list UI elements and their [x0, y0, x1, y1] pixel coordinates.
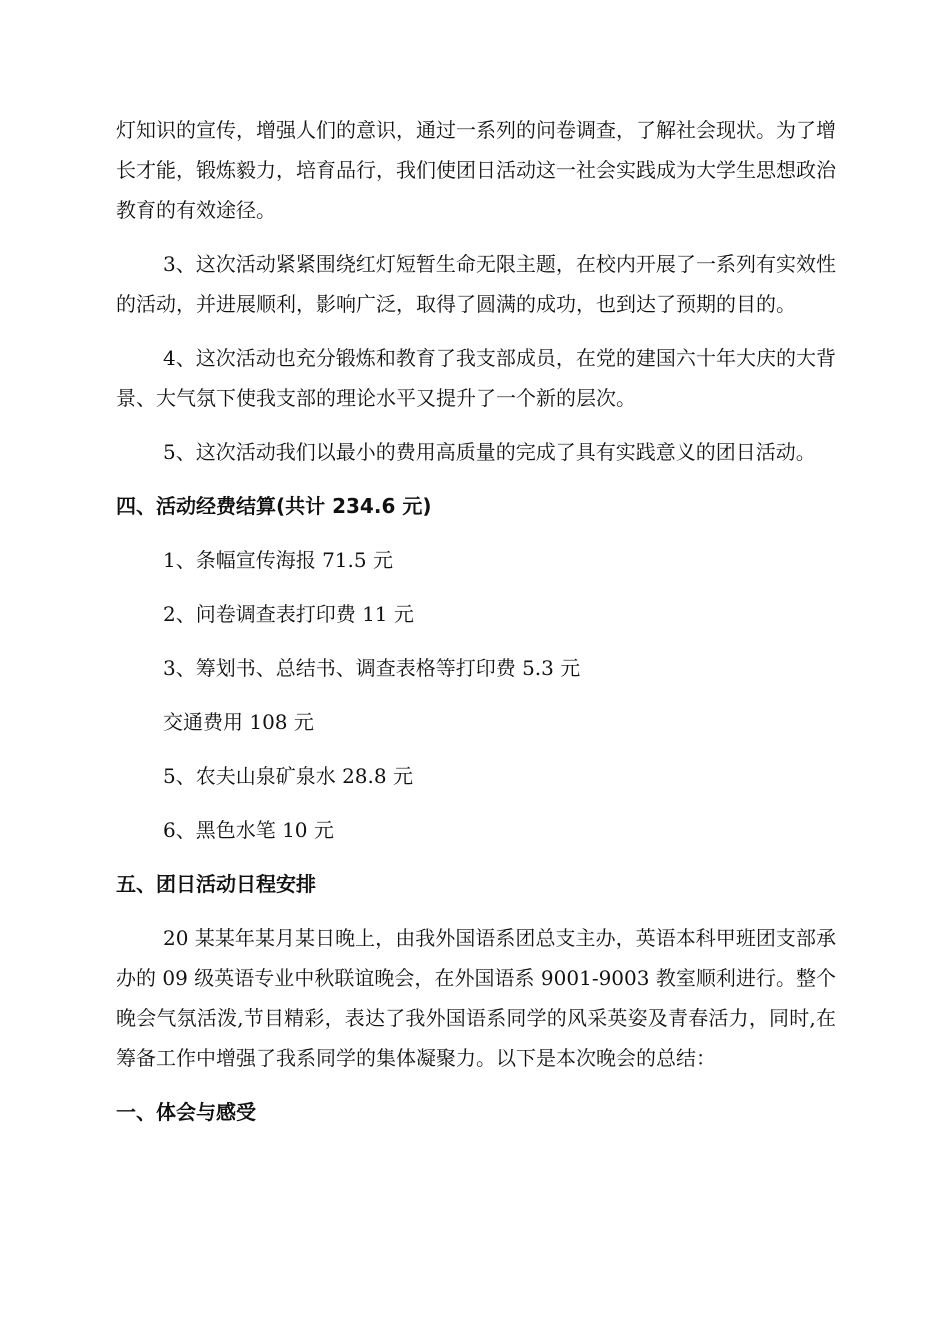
document-page: [116, 110, 836, 1146]
budget-item: 5、农夫山泉矿泉水 28.8 元: [163, 764, 413, 788]
section-heading-schedule: 五、团日活动日程安排: [116, 872, 316, 896]
paragraph-point-5: 5、这次活动我们以最小的费用高质量的完成了具有实践意义的团日活动。: [163, 440, 816, 464]
paragraph-schedule: 20 某某年某月某日晚上，由我外国语系团总支主办，英语本科甲班团支部承办的 09 级英语专业中秋联谊晚会，在外国语系 9001-9003 教室顺利进行。整个晚会气氛活泼,节目精彩，表达了我外国语系同学的风采英姿及青春活力，同时,在筹备工作中增强了我系同学的集体凝聚力。以下是本次晚会的总结：: [116, 926, 836, 1070]
paragraph-point-3: 3、这次活动紧紧围绕红灯短暂生命无限主题，在校内开展了一系列有实效性的活动，并进展顺利，影响广泛，取得了圆满的成功，也到达了预期的目的。: [116, 252, 836, 316]
section-heading-budget: 四、活动经费结算(共计 234.6 元): [116, 494, 432, 518]
budget-item: 交通费用 108 元: [163, 710, 314, 734]
budget-item: 3、筹划书、总结书、调查表格等打印费 5.3 元: [163, 656, 581, 680]
paragraph-intro-continued: 灯知识的宣传，增强人们的意识，通过一系列的问卷调查，了解社会现状。为了增长才能，锻炼毅力，培育品行，我们使团日活动这一社会实践成为大学生思想政治教育的有效途径。: [116, 118, 836, 222]
budget-item: 1、条幅宣传海报 71.5 元: [163, 548, 393, 572]
section-heading-reflections: 一、体会与感受: [116, 1100, 256, 1124]
paragraph-point-4: 4、这次活动也充分锻炼和教育了我支部成员，在党的建国六十年大庆的大背景、大气氛下使我支部的理论水平又提升了一个新的层次。: [116, 346, 836, 410]
budget-item: 6、黑色水笔 10 元: [163, 818, 334, 842]
budget-item: 2、问卷调查表打印费 11 元: [163, 602, 414, 626]
